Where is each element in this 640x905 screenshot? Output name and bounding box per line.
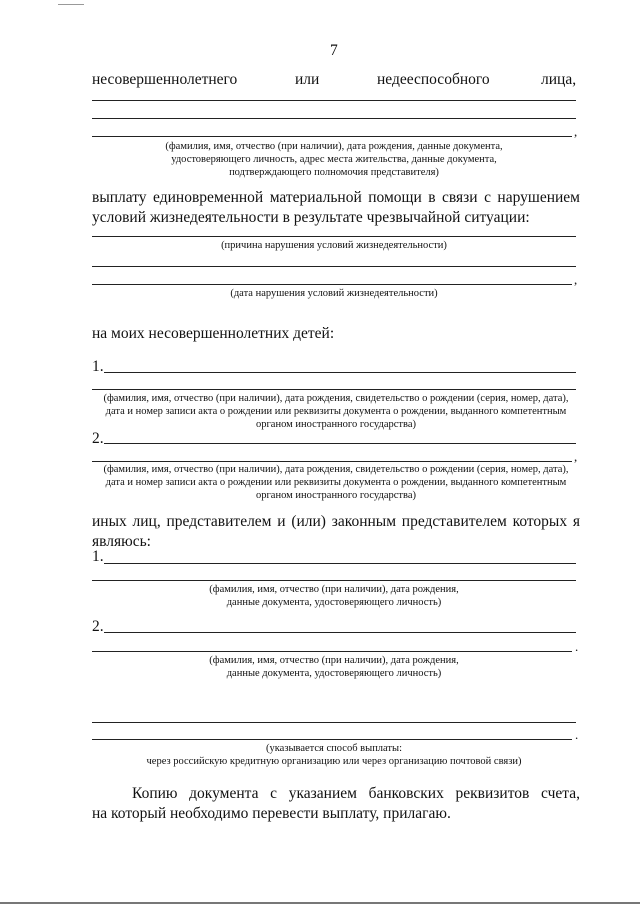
page-number: 7 [330, 42, 338, 59]
intro-word-2: или [295, 71, 320, 88]
scan-bottom-edge [0, 902, 640, 904]
child-2-number: 2. [92, 430, 104, 447]
date-line [92, 284, 572, 285]
child-2-caption-line-3: органом иностранного государства) [256, 490, 416, 501]
payment-method-line-2 [92, 739, 572, 740]
others-paragraph [92, 512, 580, 552]
rep-caption-line-2: удостоверяющего личность, адрес места жительства, данные документа, [171, 154, 497, 165]
other-1-caption-line-1: (фамилия, имя, отчество (при наличии), дата рождения, [209, 584, 459, 595]
child-1-caption-line-2: дата и номер записи акта о рождении или реквизиты документа о рождении, выданного компетентным [105, 406, 567, 417]
other-2-period: . [575, 639, 579, 654]
scan-edge-mark [58, 4, 84, 5]
child-1-number: 1. [92, 358, 104, 375]
reason-line-1 [92, 236, 576, 237]
rep-caption-line-3: подтверждающего полномочия представителя) [229, 167, 439, 178]
payment-method-line-1 [92, 722, 576, 723]
other-1-caption-line-2: данные документа, удостоверяющего личность) [226, 597, 442, 608]
date-line-comma: , [574, 272, 578, 287]
reason-line-2 [92, 266, 576, 267]
child-1-caption-line-3: органом иностранного государства) [256, 419, 416, 430]
child-2-line-1 [104, 443, 576, 444]
payment-paragraph [92, 188, 580, 228]
payment-paragraph-line-2: условий жизнедеятельности в результате чрезвычайной ситуации: [92, 209, 530, 226]
intro-word-4: лица, [541, 71, 577, 88]
payment-method-caption-line-1: (указывается способ выплаты: [265, 743, 402, 754]
child-2-caption-line-2: дата и номер записи акта о рождении или реквизиты документа о рождении, выданного компетентным [105, 477, 567, 488]
others-paragraph-line-2: являюсь: [92, 533, 151, 550]
child-1-line-1 [104, 372, 576, 373]
rep-line-1 [92, 100, 576, 101]
other-1-line-2 [92, 580, 576, 581]
closing-paragraph-line-2: на который необходимо перевести выплату, прилагаю. [92, 805, 451, 822]
payment-method-caption-line-2: через российскую кредитную организацию или через организацию почтовой связи) [146, 756, 522, 767]
other-2-caption-line-2: данные документа, удостоверяющего личность) [226, 668, 442, 679]
other-2-caption-line-1: (фамилия, имя, отчество (при наличии), дата рождения, [209, 655, 459, 666]
intro-word-3: недееспособного [377, 71, 490, 88]
other-1-number: 1. [92, 548, 104, 565]
rep-line-3 [92, 136, 572, 137]
rep-caption-line-1: (фамилия, имя, отчество (при наличии), дата рождения, данные документа, [165, 141, 503, 152]
child-2-caption-line-1: (фамилия, имя, отчество (при наличии), дата рождения, свидетельство о рождении (серия, номер, дата), [103, 464, 569, 475]
date-caption: (дата нарушения условий жизнедеятельности) [230, 288, 438, 299]
payment-paragraph-line-1: выплату единовременной материальной помощи в связи с нарушением [92, 189, 580, 206]
closing-paragraph-line-1: Копию документа с указанием банковских реквизитов счета, [132, 785, 580, 802]
intro-word-1: несовершеннолетнего [92, 71, 238, 88]
children-heading: на моих несовершеннолетних детей: [92, 325, 335, 342]
others-paragraph-line-1: иных лиц, представителем и (или) законным представителем которых я [92, 513, 580, 530]
rep-line-2 [92, 118, 576, 119]
child-2-line-2 [92, 461, 572, 462]
other-2-number: 2. [92, 618, 104, 635]
child-1-caption-line-1: (фамилия, имя, отчество (при наличии), дата рождения, свидетельство о рождении (серия, номер, дата), [103, 393, 569, 404]
rep-line-comma: , [574, 124, 578, 139]
other-2-line-2 [92, 651, 572, 652]
other-1-line-1 [104, 563, 576, 564]
reason-caption: (причина нарушения условий жизнедеятельности) [221, 240, 447, 251]
other-2-line-1 [104, 632, 576, 633]
child-2-comma: , [574, 449, 578, 464]
child-1-line-2 [92, 389, 576, 390]
payment-method-period: . [575, 727, 579, 742]
